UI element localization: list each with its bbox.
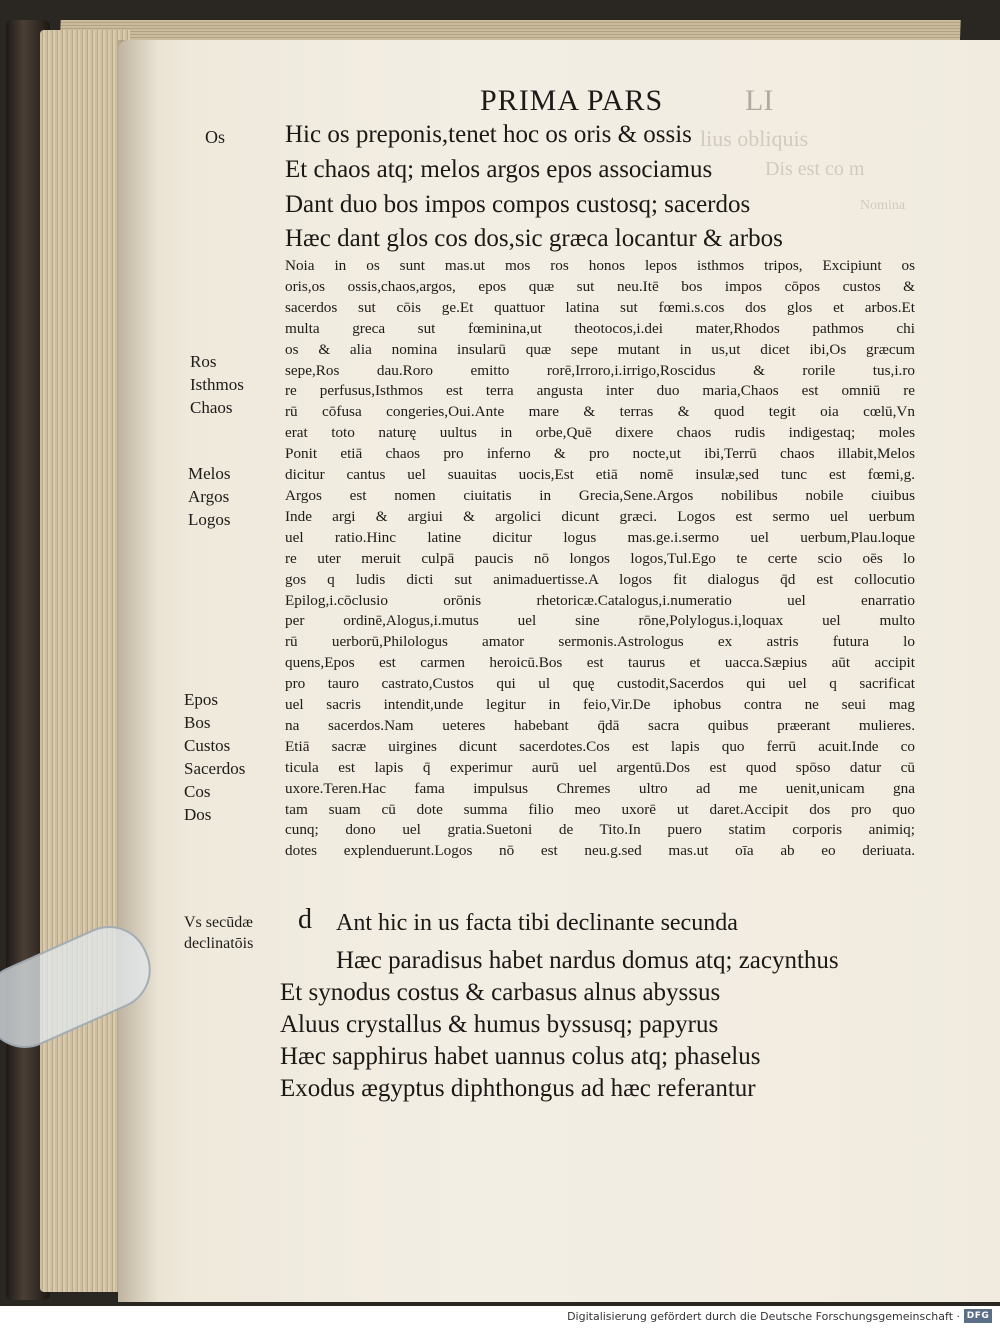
margin-note: Epos [184,690,218,709]
margin-note: Chaos [190,398,233,417]
prose-line: uel sacris intendit,unde legitur in feio,Vir.De iphobus contra ne seui mag [285,696,915,714]
bleed-through-line: Dis est co m [765,158,865,180]
prose-line: oris,os ossis,chaos,argos, epos quæ sut neu.Itē bos impos cōpos custos & [285,277,915,295]
folio-number: LI [745,84,774,117]
margin-note: declinatōis [184,935,254,952]
prose-line: pro tauro castrato,Custos qui ul quę custodit,Sacerdos qui uel q sacrificat [285,675,915,693]
prose-line: per ordinē,Alogus,i.mutus uel sine rōne,Polylogus.i,loquax uel multo [285,612,915,630]
prose-line: ticula est lapis q̄ experimur aurū uel argentū.Dos est quod spōso datur cū [285,758,915,776]
margin-note: Custos [184,736,231,755]
margin-note: Isthmos [190,375,244,394]
prose-line: gos q ludis dicti sut animaduertisse.A logos fit dialogus q̄d est collocutio [285,570,915,588]
prose-line: dicitur cantus uel suauitas uocis,Est etiā nomē insulæ,sed tunc est fœmi,g. [285,466,915,484]
margin-notes-group [190,350,244,419]
bleed-through-line: Nomina [860,198,906,213]
prose-line: sepe,Ros dau.Roro emitto rorē,Irroro,i.irrigo,Roscidus & rorile tus,i.ro [285,361,915,379]
prose-line: sacerdos sut cōis ge.Et quattuor latina sut fœmi.s.cos dos glos et arbos.Et [285,298,915,316]
margin-note: Logos [188,510,231,529]
verse-line: Et synodus costus & carbasus alnus abyssus [280,979,721,1006]
prose-line: Epilog,i.cōclusio orōnis rhetoricæ.Catalogus,i.numeratio uel enarratio [285,591,915,609]
margin-notes-declension [184,912,253,954]
page-edges [40,30,130,1292]
verse-line: Et chaos atq; melos argos epos associamus [285,156,713,183]
prose-line: quens,Epos est carmen heroicū.Bos est taurus et uacca.Sæpius aūt accipit [285,654,915,672]
verse-line: Hæc paradisus habet nardus domus atq; zacynthus [336,947,839,974]
prose-line: tam suam cū dote summa filio meo uxorē ut daret.Accipit dos pro quo [285,800,915,818]
prose-line: uxore.Teren.Hac fama impulsus Chremes ultro ad me uenit,unicam gna [285,779,915,797]
dfg-logo: DFG [964,1309,992,1323]
prose-line: uel ratio.Hinc latine dicitur logus mas.ge.i.sermo uel uerbum,Plau.loque [285,528,915,546]
verse-line: Exodus ægyptus diphthongus ad hæc referantur [280,1075,756,1102]
verse-line: Dant duo bos impos compos custosq; sacerdos [285,191,751,218]
verse-line: Ant hic in us facta tibi declinante secunda [336,910,738,936]
prose-line: Argos est nomen ciuitatis in Grecia,Sene.Argos nobilibus nobile ciuibus [285,486,915,504]
margin-note: Ros [190,352,217,371]
verse-line: Hæc dant glos cos dos,sic græca locantur & arbos [285,225,783,252]
prose-line: Noia in os sunt mas.ut mos ros honos lepos isthmos tripos, Excipiunt os [285,257,915,274]
margin-note-os: Os [205,127,226,147]
prose-line: re uter meruit culpā paucis nō longos logos,Tul.Ego te certe scio oēs lo [285,549,915,567]
prose-line: na sacerdos.Nam ueteres habebant q̄dā sacra quibus præerant mulieres. [285,716,915,734]
margin-notes-group [184,688,245,826]
verse-line: Hæc sapphirus habet uannus colus atq; phaselus [280,1043,761,1070]
footer-credit: Digitalisierung gefördert durch die Deutsche Forschungsgemeinschaft · [567,1310,960,1323]
prose-line: Etiā sacræ uirgines dicunt sacerdotes.Cos est lapis quo ferrū acuit.Inde co [285,737,915,755]
prose-line: multa greca sut fœminina,ut theotocos,i.dei mater,Rhodos pathmos chi [285,319,915,337]
prose-line: Ponit etiā chaos pro inferno & pro nocte,ut ibi,Terrū chaos illabit,Melos [285,445,915,463]
margin-note: Bos [184,713,211,732]
prose-line: erat toto naturę uultus in orbe,Quē dixere chaos rudis indigestaq; moles [285,424,915,442]
margin-note: Argos [188,487,230,506]
prose-line: re perfusus,Isthmos est terra angusta inter duo maria,Chaos est omniū re [285,382,915,400]
margin-note: Dos [184,805,212,824]
prose-line: rū cōfusa congeries,Oui.Ante mare & terras & quod tegit oia cœlū,Vn [285,403,915,421]
margin-notes-group [188,462,231,531]
margin-note: Melos [188,464,231,483]
margin-note: Sacerdos [184,759,246,778]
margin-note: Vs secūdæ [184,914,253,931]
verse-line: Aluus crystallus & humus byssusq; papyrus [280,1011,719,1038]
prose-line: rū uerborū,Philologus amator sermonis.Astrologus ex astris futura lo [285,633,915,651]
margin-note: Cos [184,782,211,801]
bleed-through-line: lius obliquis [700,126,809,151]
initial-letter: d [298,904,312,935]
commentary-text [285,256,915,862]
footer-bar [0,1306,1000,1328]
gutter-shadow [118,40,158,1302]
prose-line: Inde argi & argiui & argolici dicunt græci. Logos est sermo uel uerbum [285,507,915,525]
prose-line: os & alia nomina insularū quæ sepe mutant in us,ut dicet ibi,Os græcum [285,340,915,358]
running-header: PRIMA PARS [480,84,664,117]
prose-line: dotes explenduerunt.Logos nō est neu.g.sed mas.ut oīa ab eo deriuata. [285,842,915,860]
verse-line: Hic os preponis,tenet hoc os oris & ossis [285,121,692,148]
prose-line: cunq; dono uel gratia.Suetoni de Tito.In puero statim corporis animiq; [285,821,915,839]
